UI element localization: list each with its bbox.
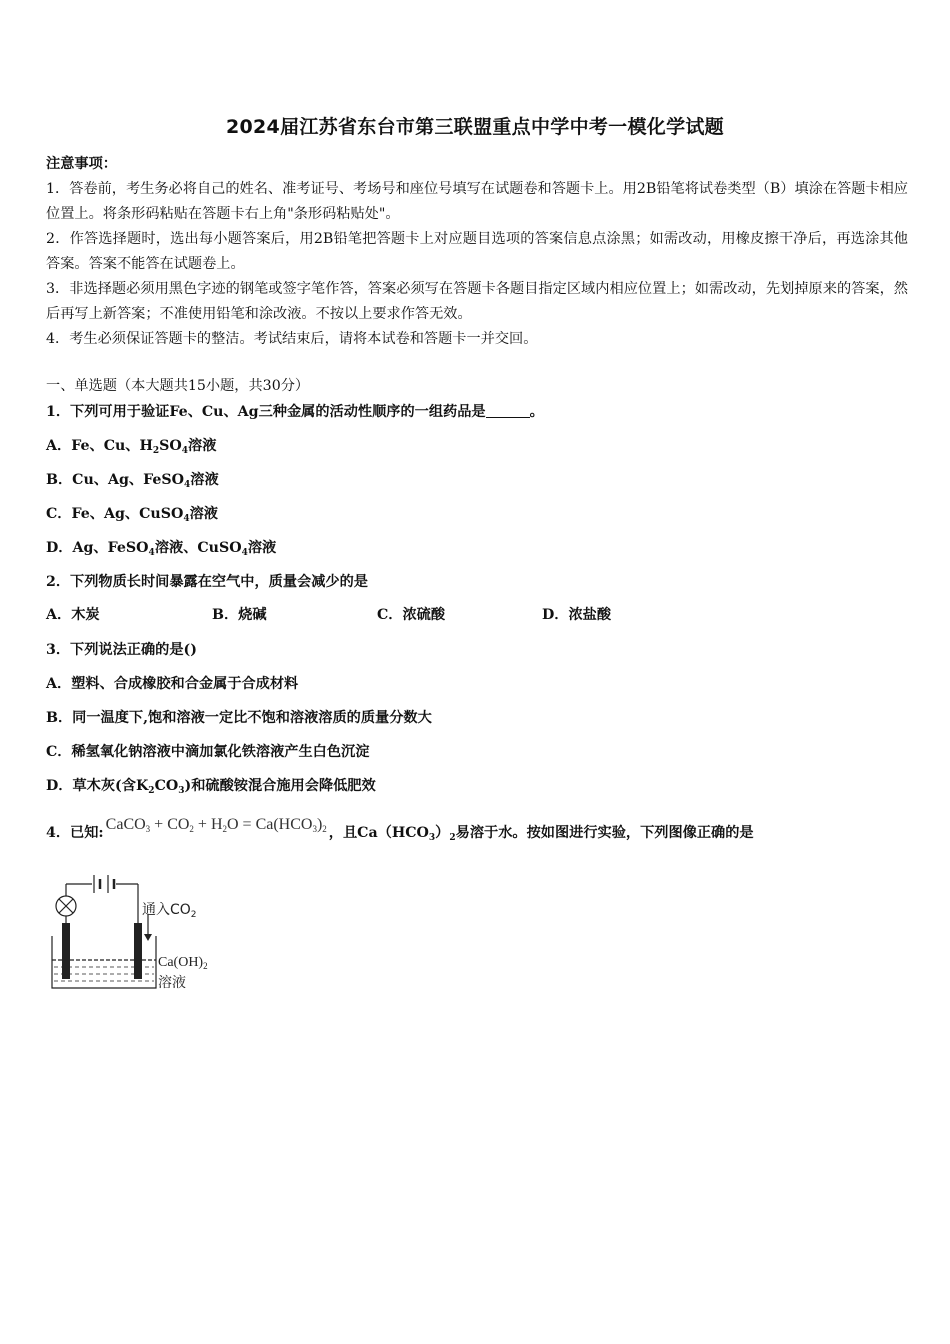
q3-option-d: D．草木灰(含$K_2CO_3$)和硫酸铵混合施用会降低肥效: [46, 778, 376, 796]
q2-option-c: C．浓硫酸: [377, 607, 446, 623]
notice-item: 1．答卷前，考生务必将自己的姓名、准考证号、考场号和座位号填写在试题卷和答题卡上。用2B铅笔将试卷类型（B）填涂在答题卡相应位置上。将条形码粘贴在答题卡右上角"条形码粘贴处"。: [46, 181, 908, 222]
gas-label: 通入$CO_2$: [142, 902, 197, 920]
solution-label-2: 溶液: [158, 975, 186, 991]
left-electrode: [62, 923, 70, 979]
q1-option-b: B．Cu、Ag、FeSO$_4$溶液: [46, 472, 219, 490]
q2-option-d: D．浓盐酸: [542, 607, 612, 623]
q3-stem: 3．下列说法正确的是(): [46, 642, 197, 658]
page-title: 2024届江苏省东台市第三联盟重点中学中考一模化学试题: [226, 116, 724, 138]
right-electrode: [134, 923, 142, 979]
gas-arrow-icon: [144, 934, 152, 941]
notice-heading: 注意事项：: [46, 156, 117, 172]
q3-option-c: C．稀氢氧化钠溶液中滴加氯化铁溶液产生白色沉淀: [46, 744, 370, 760]
reaction-equation: CaCO$_3$ + $CO_2 + H_2O = Ca(HCO_3)_2$: [105, 816, 327, 834]
q3-option-a: A．塑料、合成橡胶和合金属于合成材料: [46, 676, 299, 692]
section-heading: 一、单选题（本大题共15小题，共30分）: [46, 378, 310, 394]
q4-stem: 4．已知: CaCO$_3$ + $CO_2 + H_2O = Ca(HCO_3)_2$ ，且$Ca(HCO_3)_2$易溶于水。按如图进行实验，下列图像正确的是: [46, 816, 754, 843]
q1-stem: 1．下列可用于验证Fe、Cu、Ag三种金属的活动性顺序的一组药品是 。: [46, 404, 544, 420]
q2-options: [46, 604, 746, 626]
notice-item: 2．作答选择题时，选出每小题答案后，用2B铅笔把答题卡上对应题目选项的答案信息点涂黑；如需改动，用橡皮擦干净后，再选涂其他答案。答案不能答在试题卷上。: [46, 231, 908, 272]
notice-item: 4．考生必须保证答题卡的整洁。考试结束后，请将本试卷和答题卡一并交回。: [46, 331, 538, 347]
q2-option-b: B．烧碱: [212, 607, 267, 623]
answer-blank: [486, 403, 530, 418]
apparatus-diagram: [44, 868, 244, 998]
q3-option-b: B．同一温度下,饱和溶液一定比不饱和溶液溶质的质量分数大: [46, 710, 432, 726]
q2-stem: 2．下列物质长时间暴露在空气中，质量会减少的是: [46, 574, 368, 590]
notice-block: [46, 152, 908, 352]
q1-option-d: D．Ag、FeSO$_4$溶液、CuSO$_4$溶液: [46, 540, 277, 558]
q1-option-c: C．Fe、Ag、CuSO$_4$溶液: [46, 506, 218, 524]
notice-item: 3．非选择题必须用黑色字迹的钢笔或签字笔作答，答案必须写在答题卡各题目指定区域内相应位置上；如需改动，先划掉原来的答案，然后再写上新答案；不准使用铅笔和涂改液。不按以上要求作答无效。: [46, 281, 908, 322]
solution-label: $Ca(OH)_2$: [158, 955, 208, 971]
q2-option-a: A．木炭: [46, 607, 100, 623]
q1-option-a: A．Fe、Cu、$H_2SO_4$溶液: [46, 438, 217, 456]
